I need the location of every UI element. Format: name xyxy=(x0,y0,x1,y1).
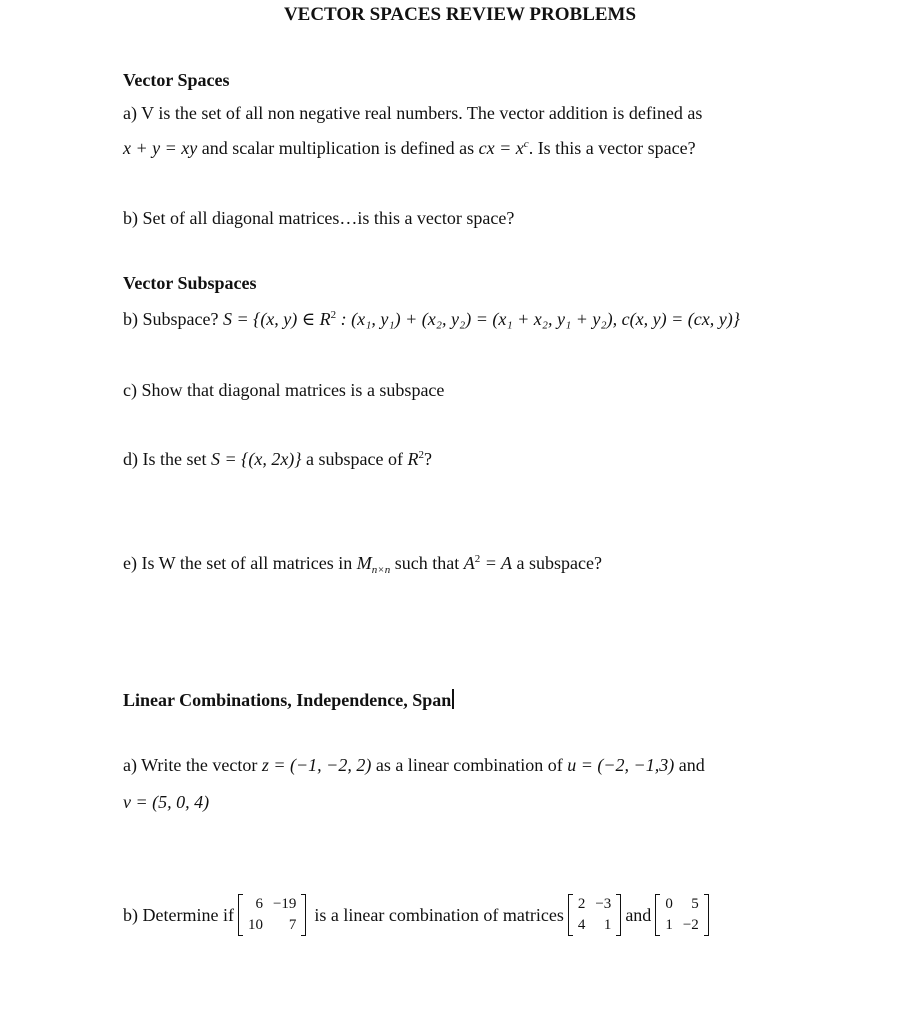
text-question: . Is this a vector space? xyxy=(528,138,696,158)
matrix-cell: 0 xyxy=(665,896,673,912)
e-prefix: e) Is W the set of all matrices in xyxy=(123,553,357,573)
addition-definition: x + y = xy xyxy=(123,138,198,158)
e-M: M xyxy=(356,553,372,573)
la-mid: as a linear combination of xyxy=(371,755,568,775)
matrix-target xyxy=(238,894,306,936)
heading-vector-spaces: Vector Spaces xyxy=(123,70,230,90)
la-and: and xyxy=(674,755,705,775)
d-exponent: 2 xyxy=(418,449,424,461)
text-cursor xyxy=(452,689,454,709)
e-mid: such that xyxy=(390,553,464,573)
matrix-cell: −3 xyxy=(595,896,612,912)
e-eq-rest: = A xyxy=(480,553,513,573)
matrix-cell: 4 xyxy=(577,917,586,933)
matrix-two xyxy=(655,894,708,936)
la-prefix: a) Write the vector xyxy=(123,755,262,775)
e-end: a subspace? xyxy=(512,553,602,573)
problem-a-line1: a) V is the set of all non negative real numbers. The vector addition is defined as xyxy=(123,103,703,123)
subspace-prefix: b) Subspace? xyxy=(123,309,223,329)
lb-prefix: b) Determine if xyxy=(123,904,234,925)
heading-linear-combinations xyxy=(123,689,454,711)
d-end: ? xyxy=(423,449,432,469)
problem-c-diagonal-subspace: c) Show that diagonal matrices is a subspace xyxy=(123,380,445,400)
heading-vector-subspaces: Vector Subspaces xyxy=(123,273,257,293)
d-set: S = {(x, 2x)} xyxy=(210,449,302,469)
vector-z: z = (−1, −2, 2) xyxy=(261,755,372,775)
document-title: VECTOR SPACES REVIEW PROBLEMS xyxy=(283,4,637,25)
problem-d xyxy=(123,449,432,470)
e-subscript: n×n xyxy=(371,564,391,576)
set-exponent: 2 xyxy=(330,309,337,321)
lb-and: and xyxy=(625,904,652,925)
lb-mid: is a linear combination of matrices xyxy=(314,904,564,925)
problem-b-matrices xyxy=(123,894,709,936)
matrix-cell: 5 xyxy=(691,896,699,912)
matrix-cell: 6 xyxy=(255,896,263,912)
matrix-one xyxy=(568,894,621,936)
vector-v: v = (5, 0, 4) xyxy=(123,792,210,812)
problem-a-linear-line2 xyxy=(123,792,209,813)
matrix-cell: 1 xyxy=(603,917,612,933)
e-exponent: 2 xyxy=(474,553,481,565)
scalar-definition: cx = x xyxy=(478,138,524,158)
problem-b-diagonal: b) Set of all diagonal matrices…is this a vector space? xyxy=(123,208,515,228)
problem-b-subspace xyxy=(123,309,740,330)
matrix-cell: 7 xyxy=(288,917,297,933)
vector-u: u = (−2, −1,3) xyxy=(567,755,675,775)
matrix-cell: −19 xyxy=(272,896,297,912)
set-operations: : (x₁, y₁) + (x₂, y₂) = (x₁ + x₂, y₁ + y₂), c(x, y) = (cx, y)} xyxy=(336,309,740,329)
text-scalar-intro: and scalar multiplication is defined as xyxy=(197,138,479,158)
matrix-cell: 2 xyxy=(577,896,586,912)
problem-a-line2 xyxy=(123,138,696,159)
heading-linear-text: Linear Combinations, Independence, Span xyxy=(123,690,452,710)
matrix-cell: −2 xyxy=(682,917,699,933)
d-mid: a subspace of xyxy=(301,449,408,469)
problem-a-linear xyxy=(123,755,705,776)
set-definition: S = {(x, y) ∈ R xyxy=(222,309,331,329)
problem-e xyxy=(123,553,602,576)
scalar-exponent: c xyxy=(523,138,529,150)
d-R: R xyxy=(407,449,419,469)
matrix-cell: 1 xyxy=(665,917,673,933)
d-prefix: d) Is the set xyxy=(123,449,211,469)
e-A: A xyxy=(463,553,475,573)
matrix-cell: 10 xyxy=(247,917,263,933)
